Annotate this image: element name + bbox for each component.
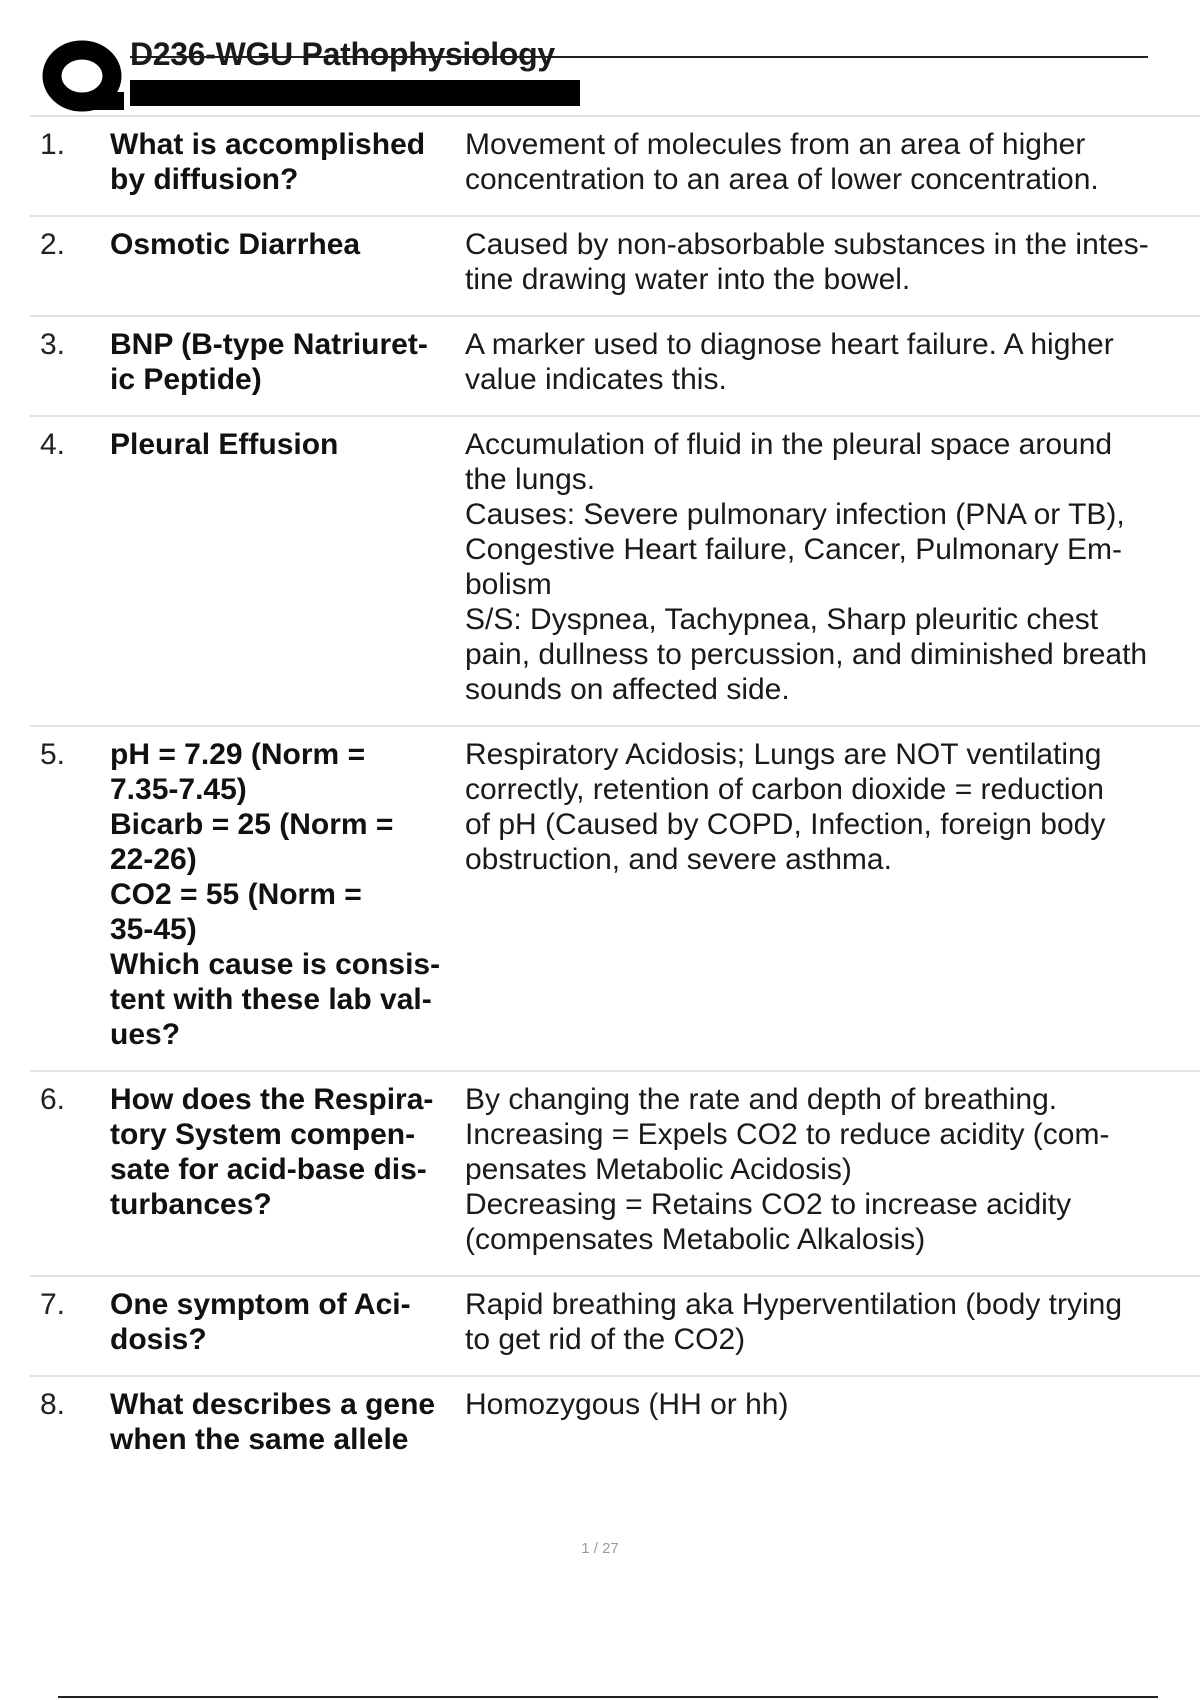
card-number: 3. — [40, 328, 66, 361]
flashcard-row — [30, 317, 1200, 417]
card-definition: By changing the rate and depth of breathing. Increasing = Expels CO2 to reduce acidity (com- pensates Metabolic Acidosis) Decreasing = Retains CO2 to increase acidity (compensates Metabolic Alkalosis) — [465, 1083, 1110, 1256]
document-header — [30, 28, 1150, 118]
card-number: 1. — [40, 128, 66, 161]
card-term: One symptom of Aci- dosis? — [110, 1288, 411, 1356]
card-definition: Homozygous (HH or hh) — [465, 1388, 789, 1421]
card-term: Pleural Effusion — [110, 428, 339, 461]
card-definition: Respiratory Acidosis; Lungs are NOT ventilating correctly, retention of carbon dioxide = reduction of pH (Caused by COPD, Infection, foreign body obstruction, and severe asthma. — [465, 738, 1106, 876]
card-definition: Rapid breathing aka Hyperventilation (body trying to get rid of the CO2) — [465, 1288, 1123, 1356]
card-term: What describes a gene when the same allele — [110, 1388, 436, 1456]
flashcard-row — [30, 217, 1200, 317]
card-number: 7. — [40, 1288, 66, 1321]
card-number: 8. — [40, 1388, 66, 1421]
card-number: 2. — [40, 228, 66, 261]
card-definition: Movement of molecules from an area of higher concentration to an area of lower concentration. — [465, 128, 1099, 196]
flashcard-row — [30, 1072, 1200, 1277]
card-definition: Caused by non-absorbable substances in the intes- tine drawing water into the bowel. — [465, 228, 1149, 296]
flashcard-row — [30, 1377, 1200, 1475]
redacted-bar — [130, 80, 580, 106]
page-indicator: 1 / 27 — [581, 1540, 619, 1557]
document-title: D236-WGU Pathophysiology — [130, 36, 555, 72]
card-number: 5. — [40, 738, 66, 771]
flashcard-row — [30, 117, 1200, 217]
card-term: pH = 7.29 (Norm = 7.35-7.45) Bicarb = 25 (Norm = 22-26) CO2 = 55 (Norm = 35-45) Which cause is consis- tent with these lab val- ues? — [110, 738, 441, 1051]
flashcard-row — [30, 727, 1200, 1072]
flashcard-row — [30, 417, 1200, 727]
card-number: 6. — [40, 1083, 66, 1116]
card-term: BNP (B-type Natriuret- ic Peptide) — [110, 328, 428, 396]
quizlet-q-logo-icon — [30, 32, 142, 116]
card-definition: A marker used to diagnose heart failure. A higher value indicates this. — [465, 328, 1114, 396]
card-number: 4. — [40, 428, 66, 461]
card-term: What is accomplished by diffusion? — [110, 128, 426, 196]
card-term: How does the Respira- tory System compen- sate for acid-base dis- turbances? — [110, 1083, 434, 1221]
bottom-divider — [58, 1696, 1158, 1698]
card-term: Osmotic Diarrhea — [110, 228, 361, 261]
card-definition: Accumulation of fluid in the pleural space around the lungs. Causes: Severe pulmonary infection (PNA or TB), Congestive Heart failure, Cancer, Pulmonary Em- bolism S/S: Dyspnea, Tachypnea, Sharp pleuritic chest pain, dullness to percussion, and diminished breath sounds on affected side. — [465, 428, 1148, 706]
flashcard-list — [30, 115, 1200, 1475]
flashcard-row — [30, 1277, 1200, 1377]
